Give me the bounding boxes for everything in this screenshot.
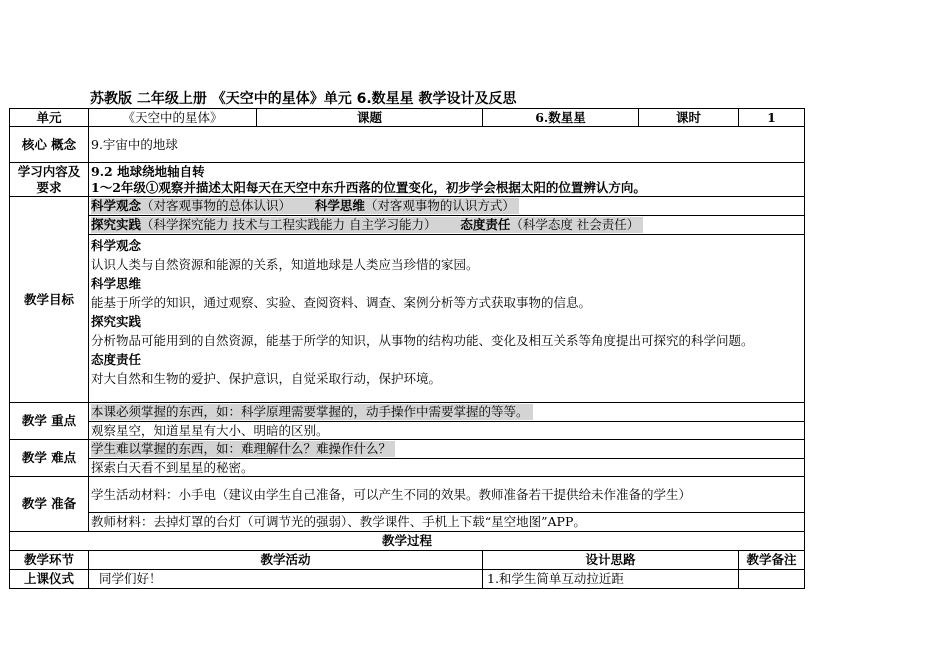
lesson-plan-table — [9, 108, 805, 589]
process-activity: 同学们好！ — [89, 570, 483, 589]
objective-3-title: 探究实践 — [91, 314, 142, 329]
process-col-notes: 教学备注 — [739, 551, 805, 570]
process-stage: 上课仪式 — [10, 570, 89, 589]
objectives-highlight-2 — [91, 217, 643, 233]
objectives-detail-row — [10, 235, 805, 403]
process-col-stage: 教学环节 — [10, 551, 89, 570]
difficulties-hint-cell — [89, 440, 805, 459]
objective-4-text: 对大自然和生物的爱护、保护意识，自觉采取行动，保护环境。 — [91, 371, 442, 386]
objectives-detail-cell — [89, 235, 805, 403]
unit-value: 《天空中的星体》 — [89, 109, 257, 127]
header-row — [10, 109, 805, 127]
difficulties-value: 探索白天看不到星星的秘密。 — [89, 459, 805, 477]
lesson-label: 课题 — [257, 109, 483, 127]
objectives-gray-row-2 — [10, 216, 805, 235]
key-points-hint-cell — [89, 403, 805, 422]
process-design: 1.和学生简单互动拉近距 — [483, 570, 739, 589]
difficulties-row-2 — [10, 459, 805, 477]
process-col-design: 设计思路 — [483, 551, 739, 570]
difficulties-row-1 — [10, 440, 805, 459]
objective-1-title: 科学观念 — [91, 238, 142, 253]
thinking-dimension-note: （对客观事物的认识方式） — [364, 198, 515, 213]
key-points-label: 教学 重点 — [10, 403, 89, 440]
lesson-value: 6.数星星 — [483, 109, 639, 127]
learning-content-row — [10, 163, 805, 197]
difficulties-label: 教学 难点 — [10, 440, 89, 477]
objective-4-title: 态度责任 — [91, 352, 142, 367]
key-points-value: 观察星空，知道星星有大小、明暗的区别。 — [89, 422, 805, 440]
learning-content-line1: 9.2 地球绕地轴自转 — [91, 163, 205, 179]
objectives-label: 教学目标 — [10, 197, 89, 403]
concept-dimension: 科学观念 — [91, 198, 142, 213]
core-concept-row — [10, 127, 805, 163]
objectives-gray-row-1 — [10, 197, 805, 216]
document-title: 苏教版 二年级上册 《天空中的星体》单元 6.数星星 教学设计及反思 — [90, 91, 517, 107]
unit-label: 单元 — [10, 109, 89, 127]
process-col-activity: 教学活动 — [89, 551, 483, 570]
practice-dimension-note: （科学探究能力 技术与工程实践能力 自主学习能力） — [141, 217, 437, 232]
objectives-gray-cell-1 — [89, 197, 805, 216]
preparation-teacher: 教师材料：去掉灯罩的台灯（可调节光的强弱）、教学课件、手机上下载“星空地图”APP。 — [89, 513, 805, 532]
key-points-row-2 — [10, 422, 805, 440]
preparation-student: 学生活动材料：小手电（建议由学生自己准备，可以产生不同的效果。教师准备若干提供给未作准备的学生） — [89, 477, 805, 513]
practice-dimension: 探究实践 — [91, 217, 142, 232]
core-concept-value: 9.宇宙中的地球 — [89, 127, 805, 163]
learning-content-cell — [89, 163, 805, 197]
preparation-row-1 — [10, 477, 805, 513]
thinking-dimension: 科学思维 — [314, 198, 365, 213]
attitude-dimension-note: （科学态度 社会责任） — [510, 217, 640, 232]
objective-3-text: 分析物品可能用到的自然资源，能基于所学的知识，从事物的结构功能、变化及相互关系等角度提出可探究的科学问题。 — [91, 333, 754, 348]
preparation-row-2 — [10, 513, 805, 532]
preparation-label: 教学 准备 — [10, 477, 89, 532]
objective-2-title: 科学思维 — [91, 276, 142, 291]
objectives-highlight-1 — [91, 198, 519, 214]
process-title-row — [10, 532, 805, 551]
learning-content-line2: 1～2年级①观察并描述太阳每天在天空中东升西落的位置变化，初步学会根据太阳的位置辨认方向。 — [91, 179, 646, 195]
difficulties-hint: 学生难以掌握的东西，如：难理解什么？难操作什么？ — [91, 441, 395, 457]
process-notes — [739, 570, 805, 589]
attitude-dimension: 态度责任 — [460, 217, 511, 232]
learning-content-label: 学习内容及要求 — [10, 163, 89, 197]
key-points-hint: 本课必须掌握的东西，如：科学原理需要掌握的，动手操作中需要掌握的等等。 — [91, 404, 533, 420]
table-row — [10, 570, 805, 589]
objective-1-text: 认识人类与自然资源和能源的关系，知道地球是人类应当珍惜的家园。 — [91, 257, 479, 272]
process-title: 教学过程 — [10, 532, 805, 551]
period-label: 课时 — [639, 109, 739, 127]
core-concept-label: 核心 概念 — [10, 127, 89, 163]
key-points-row-1 — [10, 403, 805, 422]
concept-dimension-note: （对客观事物的总体认识） — [141, 198, 292, 213]
period-value: 1 — [739, 109, 805, 127]
objective-2-text: 能基于所学的知识，通过观察、实验、查阅资料、调查、案例分析等方式获取事物的信息。 — [91, 295, 592, 310]
objectives-gray-cell-2 — [89, 216, 805, 235]
process-header-row — [10, 551, 805, 570]
